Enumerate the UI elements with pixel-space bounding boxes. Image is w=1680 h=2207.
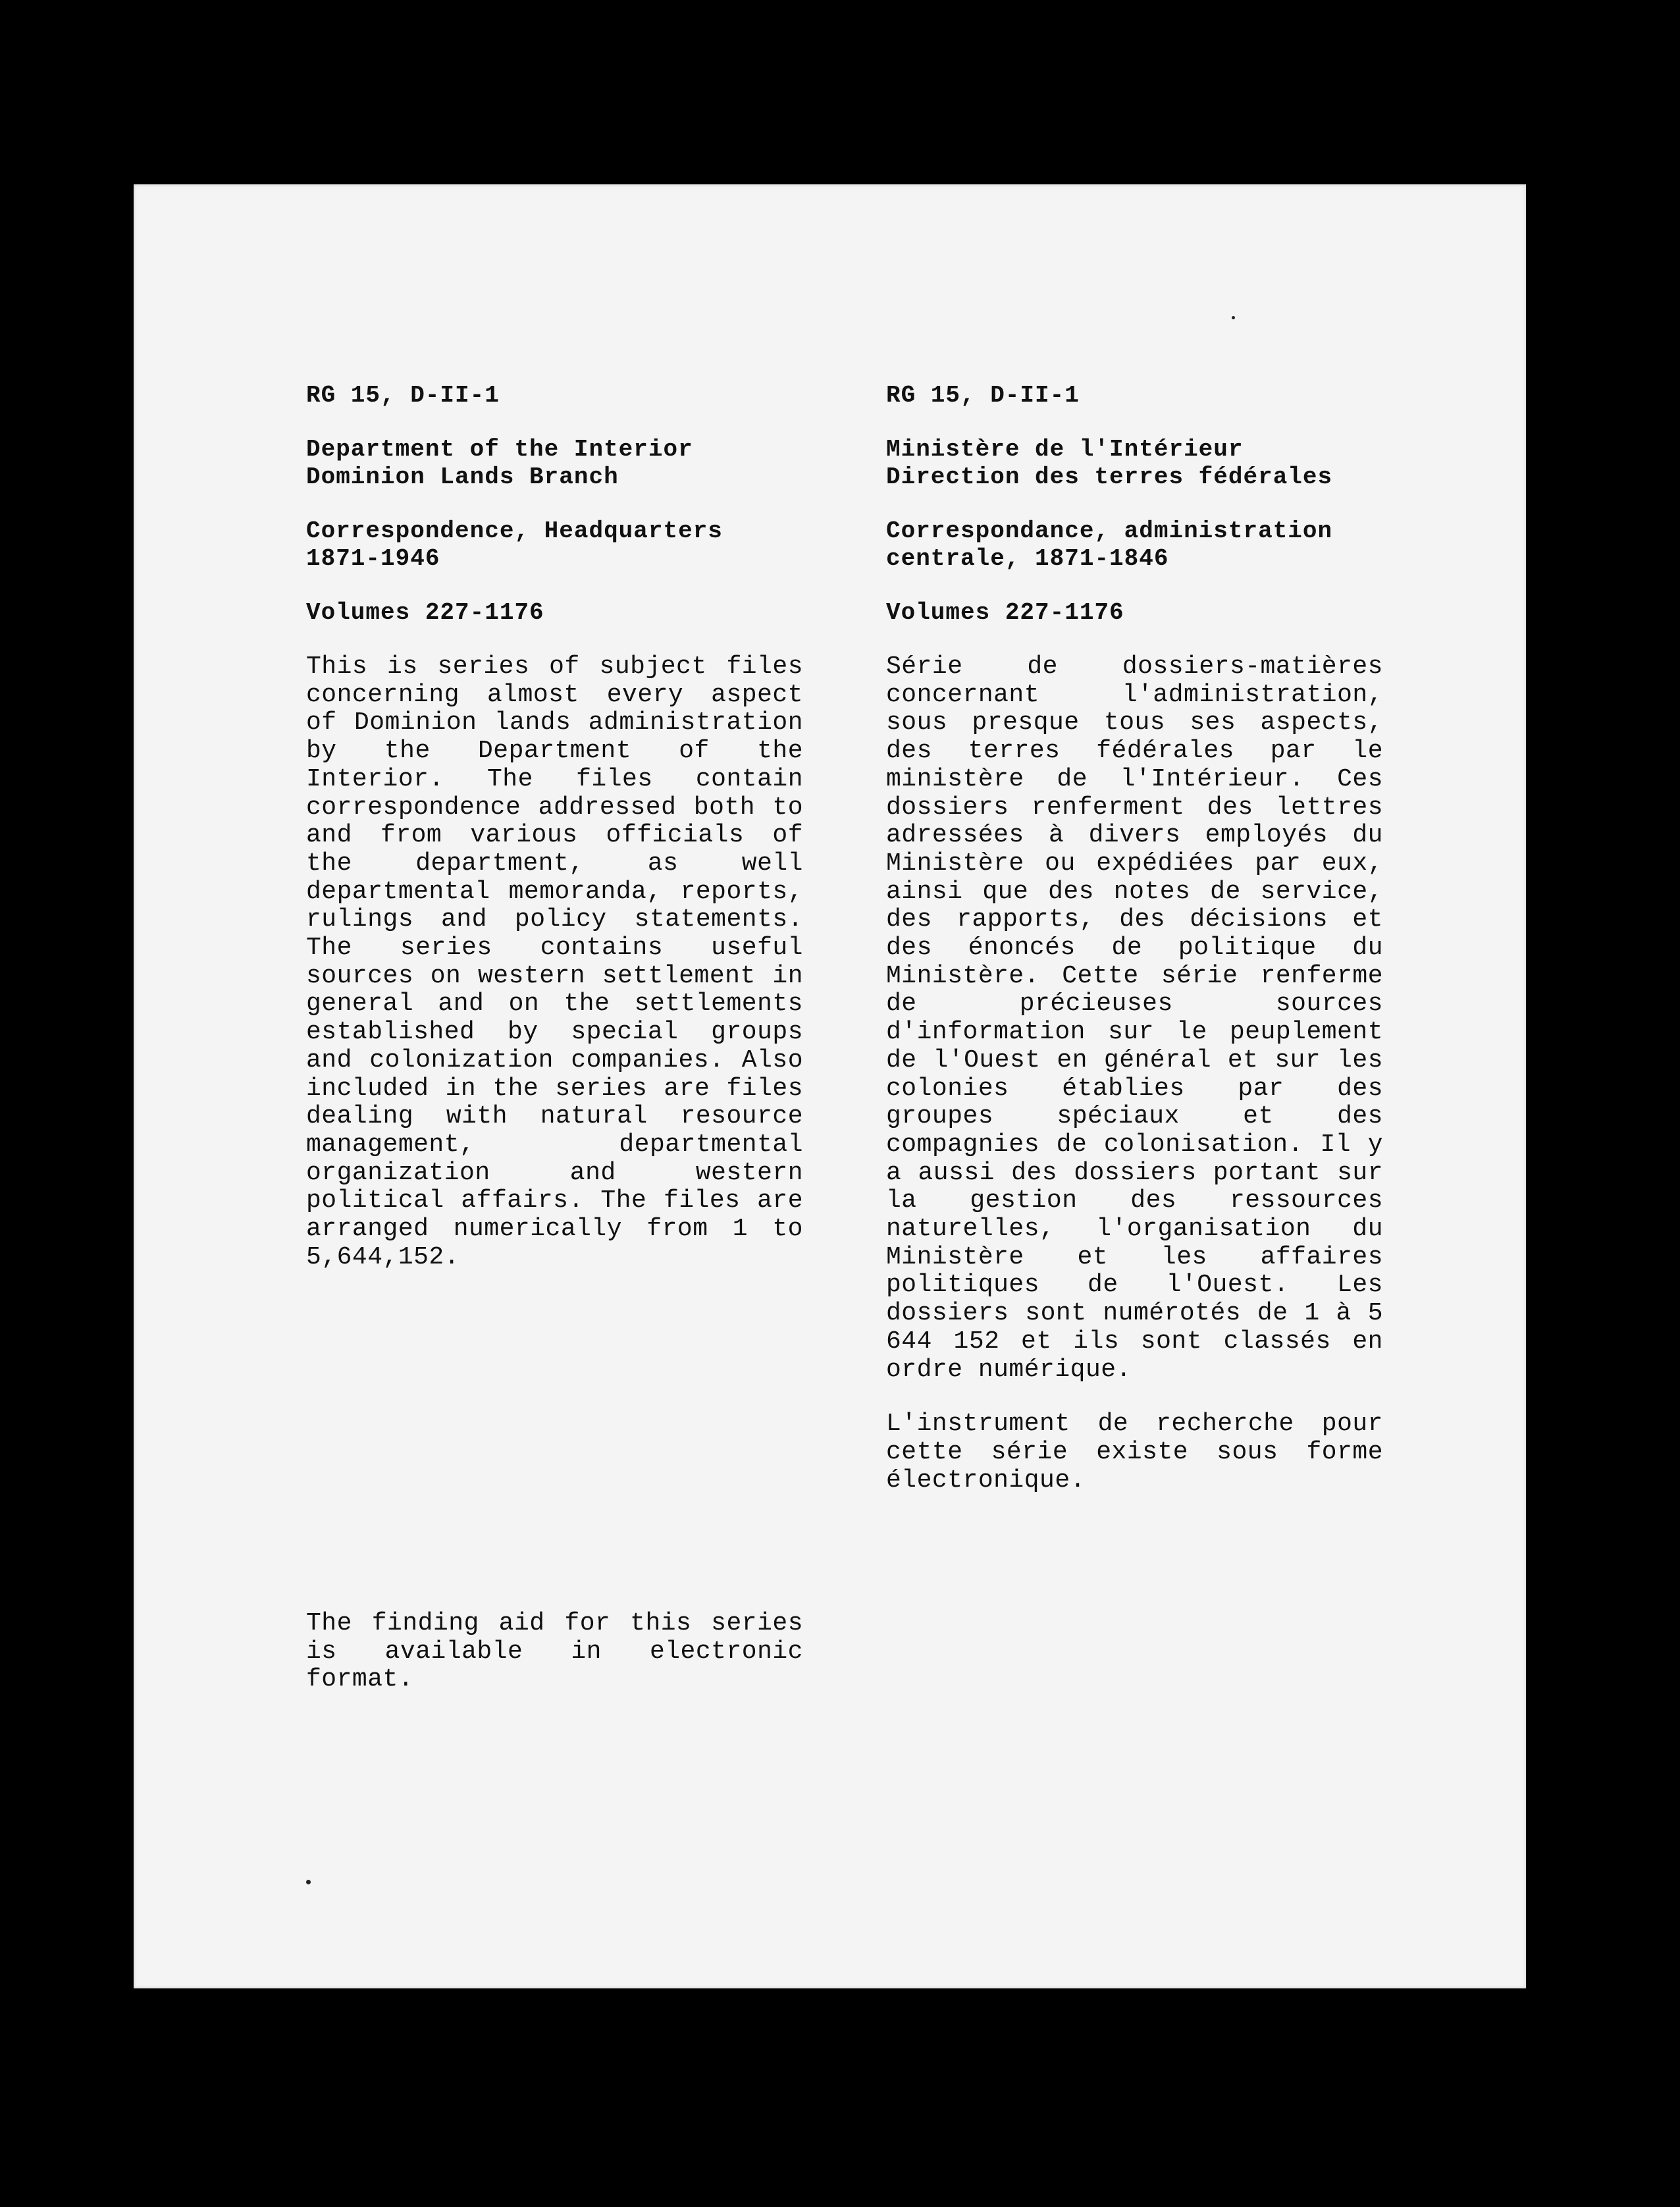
series-dates: 1871-1946 <box>306 545 440 572</box>
series-dates: centrale, 1871-1846 <box>886 545 1169 572</box>
french-column <box>886 382 1400 1495</box>
department-name: Ministère de l'Intérieur <box>886 436 1244 463</box>
branch-name: Direction des terres fédérales <box>886 464 1333 491</box>
speck-mark <box>306 1880 311 1884</box>
reference-number: RG 15, D-II-1 <box>886 382 1080 409</box>
reference-number: RG 15, D-II-1 <box>306 382 500 409</box>
branch-name: Dominion Lands Branch <box>306 464 619 491</box>
series-title-line1: Correspondence, Headquarters <box>306 518 723 545</box>
document-page <box>134 184 1526 1988</box>
english-column <box>306 382 820 1694</box>
series-title <box>886 518 1400 573</box>
department-heading <box>886 436 1400 491</box>
series-title-line1: Correspondance, administration <box>886 518 1333 545</box>
series-description: This is series of subject files concerning almost every aspect of Dominion lands administration by the Department of the Interior. The files contain correspondence addressed both to and from various officials of the department, as well departmental memoranda, reports, rulings and policy statements. The series contains useful sources on western settlement in general and on the settlements established by special groups and colonization companies. Also included in the series are files dealing with natural resource management, departmental organization and western political affairs. The files are arranged numerically from 1 to 5,644,152. <box>306 652 803 1271</box>
speck-mark <box>1232 316 1235 319</box>
volumes-range: Volumes 227-1176 <box>886 599 1124 626</box>
department-name: Department of the Interior <box>306 436 693 463</box>
series-title <box>306 518 820 573</box>
series-description: Série de dossiers-matières concernant l'administration, sous presque tous ses aspects, des terres fédérales par le ministère de l'Intérieur. Ces dossiers renferment des lettres adressées à divers employés du Ministère ou expédiées par eux, ainsi que des notes de service, des rapports, des décisions et des énoncés de politique du Ministère. Cette série renferme de précieuses sources d'information sur le peuplement de l'Ouest en général et sur les colonies établies par des groupes spéciaux et des compagnies de colonisation. Il y a aussi des dossiers portant sur la gestion des ressources naturelles, l'organisation du Ministère et les affaires politiques de l'Ouest. Les dossiers sont numérotés de 1 à 5 644 152 et ils sont classés en ordre numérique. <box>886 652 1383 1384</box>
volumes-range: Volumes 227-1176 <box>306 599 544 626</box>
finding-aid-note: L'instrument de recherche pour cette série existe sous forme électronique. <box>886 1410 1383 1495</box>
finding-aid-note: The finding aid for this series is available in electronic format. <box>306 1609 803 1694</box>
department-heading <box>306 436 820 491</box>
